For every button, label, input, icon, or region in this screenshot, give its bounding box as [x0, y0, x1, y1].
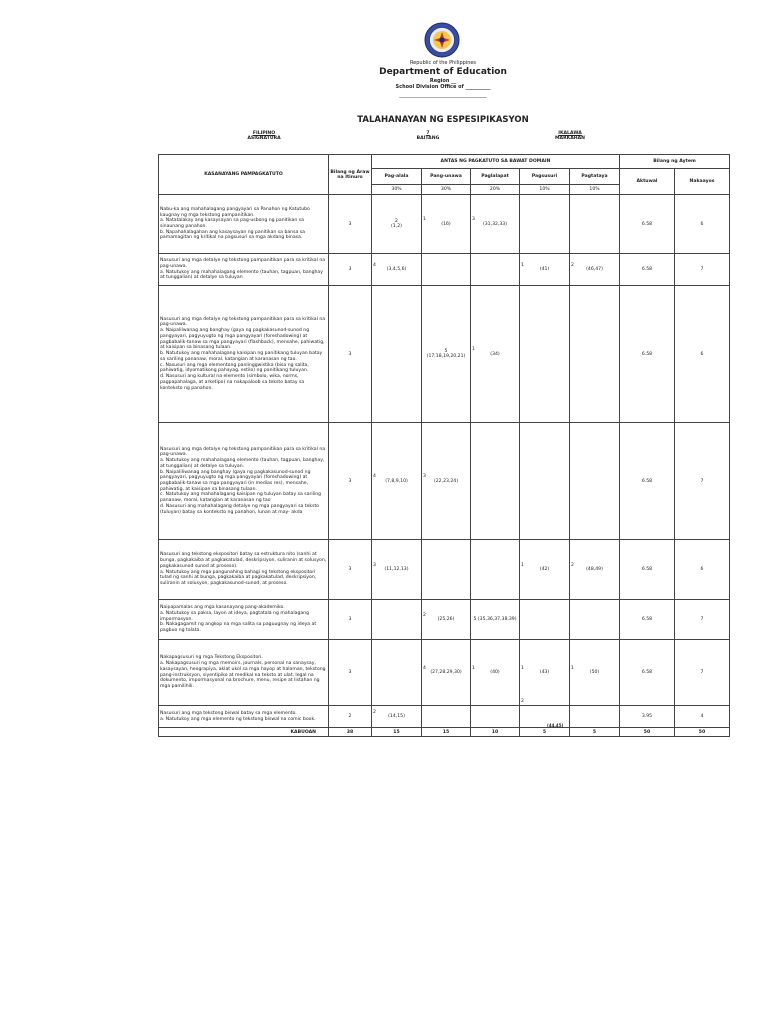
- item-count: 2: [373, 709, 376, 715]
- item-cell: [570, 640, 620, 706]
- item-count: 2: [423, 612, 426, 618]
- meta-quarter: [542, 131, 598, 141]
- item-count: 4: [423, 665, 426, 671]
- actual-cell: 6.58: [620, 640, 675, 706]
- item-cell: [570, 540, 620, 600]
- rounded-cell: 4: [675, 706, 730, 728]
- level-header: Pagtataya: [570, 169, 620, 185]
- item-cell: [471, 286, 520, 423]
- item-numbers: (48,49): [586, 567, 603, 572]
- item-numbers: 2 (1,2): [391, 219, 402, 229]
- item-cell: [422, 640, 471, 706]
- rounded-cell: 7: [675, 423, 730, 540]
- quarter-label: MARKAHAN: [554, 136, 586, 141]
- level-percent: 10%: [570, 185, 620, 195]
- item-cell: [471, 254, 520, 286]
- item-cell: [422, 540, 471, 600]
- item-cell: [372, 254, 422, 286]
- item-numbers: (34): [490, 351, 500, 357]
- item-cell: [520, 195, 570, 254]
- meta-grade: [400, 131, 456, 141]
- days-cell: 3: [329, 640, 372, 706]
- item-cell: [520, 286, 570, 423]
- specification-table: [158, 154, 730, 737]
- competency-cell: Nakapagsusuri ng mga Tekstong Ekspositori. a. Nakapagsusuri ng mga memoirs, journals, personal na sanaysay, kasaysayan, heograpiya, aklat ukol sa mga hayop at halaman, tekstong pang-instruksyon, siyentipiko at medikal na teksto at ulat, legal na dokumento, impormasyonal na brochure, menu, resipe at listahan ng mga pamilihili.: [159, 640, 329, 706]
- item-count: 3: [373, 562, 376, 568]
- item-cell: [570, 423, 620, 540]
- competency-cell: Nasusuri ang tekstong ekspositori batay sa estruktura nito (sanhi at bunga, pagkakaiba at pagkakatulad, deskripsiyon, suliranin at solusyon, pagkakasunod sunod at proseso). a. Natutukoy ang mga pangunahing bahagi ng tekstong ekspositori tulad ng sanhi at bunga, pagkakaiba at pagkakatulad, deskripsiyon, suliranin at solusyon, pagkakasunod-sunod, at proseso.: [159, 540, 329, 600]
- header-region: Region __: [429, 78, 457, 84]
- total-level: 15: [372, 728, 422, 737]
- item-count: 4: [373, 474, 376, 479]
- actual-cell: 6.58: [620, 286, 675, 423]
- table-row: [159, 254, 730, 286]
- document-title: TALAHANAYAN NG ESPESIPIKASYON: [357, 115, 529, 125]
- item-cell: [422, 286, 471, 423]
- header-republic: Republic of the Philippines: [409, 60, 477, 66]
- total-label: KABUOAN: [159, 728, 329, 737]
- days-cell: 2: [329, 706, 372, 728]
- grade-value: 7: [426, 131, 430, 136]
- table-row: [159, 423, 730, 540]
- item-numbers: (27,28,29,30): [430, 670, 462, 675]
- actual-cell: 6.58: [620, 254, 675, 286]
- quarter-value: IKALAWA: [558, 131, 582, 136]
- competency-cell: Naipapamalas ang mga kasanayang pang-akademiko. a. Natutukoy sa paksa, layon at ideya, pagtatala ng mahalagang impormasyon. b. Nakagagamit ng angkop na mga salita sa paguugnay ng ideya at pagbuo ng talata.: [159, 600, 329, 640]
- days-cell: 3: [329, 286, 372, 423]
- header-department: Department of Education: [379, 67, 507, 77]
- item-numbers: (31,32,33): [482, 221, 508, 227]
- table-row: [159, 286, 730, 423]
- item-numbers: (50): [589, 670, 600, 675]
- item-count: 1: [472, 347, 475, 352]
- item-cell: [570, 195, 620, 254]
- level-header: Pagsusuri: [520, 169, 570, 185]
- competency-cell: Nasusuri ang mga tekstong biswal batay sa mga elemento. a. Natutukoy ang mga elemento ng tekstong biswal na comic book.: [159, 706, 329, 728]
- level-percent: 10%: [520, 185, 570, 195]
- grade-label: BAITANG: [416, 136, 440, 141]
- item-count: 4: [373, 262, 376, 268]
- item-numbers: (16): [441, 221, 451, 227]
- item-cell: [372, 600, 422, 640]
- competency-cell: Nasusuri ang mga detalye ng tekstong pampanitikan para sa kritikal na pag-unawa. a. Natutukoy ang mahahalagang elemento (tauhan, tagpuan, banghay at tunggalian) at detalye sa tuluyan: [159, 254, 329, 286]
- item-cell: [520, 600, 570, 640]
- header-days: Bilang ng Araw na Itinuro: [329, 155, 372, 195]
- rounded-cell: 7: [675, 600, 730, 640]
- table-row: [159, 195, 730, 254]
- total-level-note: (44,45): [547, 723, 564, 728]
- header-levels: ANTAS NG PAGKATUTO SA BAWAT DOMAIN: [372, 155, 620, 169]
- days-cell: 3: [329, 254, 372, 286]
- header-actual: Aktuwal: [620, 169, 675, 195]
- item-numbers: (41): [539, 267, 550, 272]
- item-cell: [422, 195, 471, 254]
- level-header: Pang-unawa: [422, 169, 471, 185]
- item-numbers: (42): [539, 567, 550, 572]
- total-level: 10: [471, 728, 520, 737]
- level-percent: 20%: [471, 185, 520, 195]
- item-cell: [471, 195, 520, 254]
- actual-cell: 6.58: [620, 540, 675, 600]
- item-cell: [372, 423, 422, 540]
- header-items: Bilang ng Aytem: [620, 155, 730, 169]
- item-numbers: (46,47): [586, 267, 603, 272]
- actual-cell: 6.58: [620, 195, 675, 254]
- item-cell: [422, 254, 471, 286]
- total-level: 5: [570, 728, 620, 737]
- item-count: 1: [521, 665, 524, 671]
- deped-seal-icon: [424, 22, 460, 58]
- item-cell: [372, 195, 422, 254]
- total-days: 38: [329, 728, 372, 737]
- item-cell: [520, 540, 570, 600]
- rounded-cell: 6: [675, 195, 730, 254]
- total-level-4: [520, 723, 570, 737]
- table-row: [159, 540, 730, 600]
- table-row: [159, 640, 730, 706]
- item-count: 1: [571, 665, 574, 671]
- header-competency: KASANAYANG PAMPAGKATUTO: [159, 155, 329, 195]
- rounded-cell: 7: [675, 640, 730, 706]
- days-cell: 3: [329, 600, 372, 640]
- item-count: 2: [571, 262, 574, 268]
- item-count: 1: [521, 262, 524, 268]
- subject-label: ASIGNATURA: [247, 136, 281, 141]
- total-actual: 50: [620, 728, 675, 737]
- item-cell: [520, 640, 570, 706]
- header-line: ___________________________________: [399, 92, 487, 98]
- level-header: Paglalapat: [471, 169, 520, 185]
- competency-cell: Nasusuri ang mga detalye ng tekstong pampanitikan para sa kritikal na pag-unawa. a. Naipalilwanag ang banghay (gaya ng pagkakasunod-sunod ng pangyayari, pagyuyugto ng mga pangyayari (foreshadowing) at pagbabalik-tanaw sa mga pangyayari (flashback), mensahe, pahiwatig, at kaisipan sa binasang tulaan. b. Natutukoy ang mahahalagang kaisipan ng panitikang tuluyan batay sa sariling pananaw, moral, katangian at karanasan ng tao. c. Nasusuri ang mga elementong panlinggwistika (bisa ng salita, pahiwatig, idyomatikong pahayag, estilo) ng panitikang tuluyan. d. Nasusuri ang kultural na elemento (simbolo, wika, norms, pagpapahalaga, at arketipo) na nakapaloob sa teksto batay sa konteksto ng panahon.: [159, 286, 329, 423]
- item-numbers: 5 (17,18,19,20,21): [426, 349, 466, 359]
- item-count: 1: [521, 562, 524, 568]
- item-cell: [520, 423, 570, 540]
- item-cell: [471, 706, 520, 728]
- actual-cell: 6.58: [620, 423, 675, 540]
- rounded-cell: 6: [675, 286, 730, 423]
- table-row: [159, 600, 730, 640]
- item-cell: [570, 706, 620, 728]
- item-numbers: (40): [490, 670, 500, 675]
- item-extra-count: 2: [521, 699, 524, 704]
- subject-value: FILIPINO: [252, 131, 276, 136]
- item-cell: [570, 600, 620, 640]
- days-cell: 3: [329, 540, 372, 600]
- level-percent: 30%: [422, 185, 471, 195]
- item-cell: [422, 600, 471, 640]
- item-cell: [471, 540, 520, 600]
- item-cell: [372, 640, 422, 706]
- days-cell: 3: [329, 423, 372, 540]
- item-cell: [471, 423, 520, 540]
- meta-subject: [236, 131, 292, 141]
- item-cell: [372, 540, 422, 600]
- table-body: [159, 195, 730, 728]
- actual-cell: 3.95: [620, 706, 675, 728]
- level-header: Pag-alala: [372, 169, 422, 185]
- actual-cell: 6.58: [620, 600, 675, 640]
- days-cell: 3: [329, 195, 372, 254]
- item-count: 1: [423, 217, 426, 222]
- total-rounded: 50: [675, 728, 730, 737]
- item-numbers: (43): [539, 670, 550, 675]
- item-numbers: (14,15): [388, 714, 405, 719]
- item-count: 3: [472, 217, 475, 222]
- table-row: [159, 706, 730, 728]
- rounded-cell: 7: [675, 254, 730, 286]
- rounded-cell: 6: [675, 540, 730, 600]
- item-cell: [422, 706, 471, 728]
- item-cell: [570, 286, 620, 423]
- total-level-value: 5: [542, 729, 547, 735]
- item-cell: [372, 706, 422, 728]
- item-numbers: 5 (35,36,37,38,39): [473, 617, 517, 622]
- header-division: School Division Office of __________: [395, 84, 491, 90]
- item-numbers: (22,23,24): [433, 478, 459, 484]
- total-level: 15: [422, 728, 471, 737]
- competency-cell: Nabu-ka ang mahahalagang pangyayari sa Panahon ng Katutubo kaugnay ng mga tekstong pampanitikan. a. Natatalakay ang kasaysayan sa pag-usbong ng panitikan sa sinaunang panahon. b. Napahahalagahan ang kasaysayan ng panitikan sa bansa sa pamamagitan ng kritikal na pagsusuri sa mga akdang binasa.: [159, 195, 329, 254]
- header-rounded: Nakaayos: [675, 169, 730, 195]
- item-numbers: (7,8,9,10): [385, 478, 408, 484]
- item-numbers: (11,12,13): [384, 567, 409, 572]
- item-cell: [422, 423, 471, 540]
- total-row: [159, 728, 730, 737]
- item-numbers: (3,4,5,6): [386, 267, 407, 272]
- item-cell: [372, 286, 422, 423]
- item-count: 3: [423, 474, 426, 479]
- item-count: 1: [472, 665, 475, 671]
- item-numbers: (25,26): [437, 617, 455, 622]
- item-cell: [570, 254, 620, 286]
- item-cell: [471, 640, 520, 706]
- item-cell: [520, 254, 570, 286]
- level-percent: 30%: [372, 185, 422, 195]
- competency-cell: Nasusuri ang mga detalye ng tekstong pampanitikan para sa kritikal na pag-unawa. a. Natutukoy ang mahahalagang elemento (tauhan, tagpuan, banghay, at tunggalian) at detalye sa tuluyan. b. Naipaliliwanag ang banghay (gaya ng pagkakasunod-sunod ng pangyayari, pagyuyugto ng mga pangyayari (foreshadowing) at pagbabalik-tanaw sa mga pangyayari (in medias res), mensahe, pahiwatig, at kaisipan sa binasang tulaan. c. Natutukoy ang mahahalagang kaisipan ng tuluyan batay sa sariling pananaw, moral, katangian at karanasan ng tao d. Nasusuri ang mahahalagang detalye ng mga pangyayari sa teksto (tuluyan) batay sa konteksto ng panahon, lunan at may- akda: [159, 423, 329, 540]
- item-count: 2: [571, 562, 574, 568]
- item-cell: [471, 600, 520, 640]
